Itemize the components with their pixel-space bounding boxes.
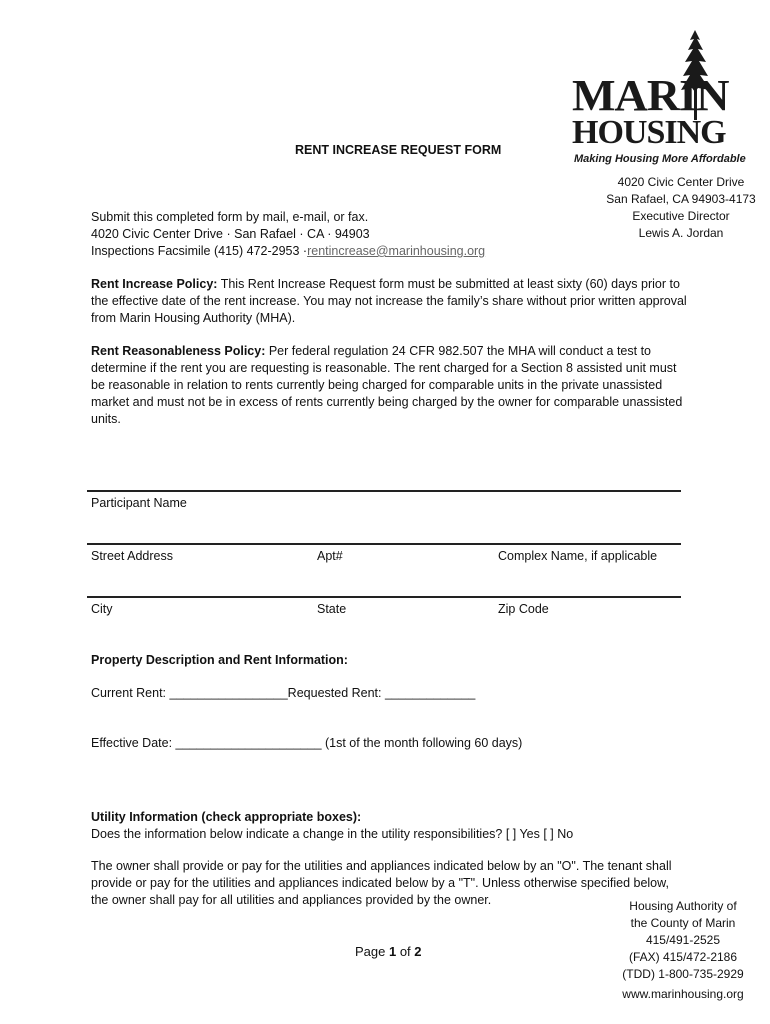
office-address (596, 174, 766, 242)
city-label: City (91, 602, 113, 616)
effective-date-field: Effective Date: _____________________ (1st of the month following 60 days) (91, 736, 523, 750)
street-address-label: Street Address (91, 549, 173, 563)
submit-line: 4020 Civic Center Drive · San Rafael · CA · 94903 (91, 227, 370, 241)
submit-line (91, 243, 591, 260)
form-title: RENT INCREASE REQUEST FORM (295, 143, 502, 157)
field-rule (87, 543, 681, 545)
policy-heading: Rent Reasonableness Policy: (91, 344, 266, 358)
email-link[interactable]: rentincrease@marinhousing.org (307, 244, 486, 258)
logo-word-marin: MARIN (572, 71, 729, 120)
policy-body: This Rent Increase Request form must be submitted at least sixty (60) days prior to the effective date of the rent increase. You may not increase the family’s share without prior written approval from Marin Housing Authority (MHA). (91, 277, 687, 325)
housing-authority-contact (598, 898, 768, 983)
submit-line: Submit this completed form by mail, e-mail, or fax. (91, 210, 369, 224)
logo-word-housing: HOUSING (572, 114, 726, 151)
utility-body: The owner shall provide or pay for the utilities and appliances indicated below by an "O". The tenant shall provide or pay for the utilities and appliances indicated below by a "T". Unless otherwise specified below, the owner shall pay for all utilities and appliances provided by the owner. (91, 859, 672, 907)
utility-heading: Utility Information (check appropriate boxes): (91, 810, 362, 824)
submit-instructions (91, 209, 591, 260)
rent-fields: Current Rent: _________________Requested Rent: _____________ (91, 686, 476, 700)
rent-reasonableness-policy (91, 343, 691, 428)
contact-line: (TDD) 1-800-735-2929 (622, 967, 744, 981)
field-rule (87, 490, 681, 492)
contact-line: 415/491-2525 (645, 933, 721, 947)
state-label: State (317, 602, 347, 616)
contact-line: the County of Marin (630, 916, 736, 930)
policy-body: Per federal regulation 24 CFR 982.507 the MHA will conduct a test to determine if the rent you are requesting is reasonable. The rent charged for a Section 8 assisted unit must be reasonable in relation to rents currently being charged for comparable units in the private unassisted market and must not be in excess of rents currently being charged by the owner for comparable unassisted units. (91, 344, 683, 426)
participant-name-label: Participant Name (91, 496, 187, 510)
complex-name-label: Complex Name, if applicable (498, 549, 658, 563)
zip-code-label: Zip Code (498, 602, 549, 616)
website-link[interactable]: www.marinhousing.org (622, 987, 744, 1001)
page-total: 2 (414, 944, 422, 959)
contact-line: (FAX) 415/472-2186 (628, 950, 738, 964)
logo-tagline: Making Housing More Affordable (574, 153, 746, 165)
rent-increase-policy (91, 276, 691, 327)
address-line: 4020 Civic Center Drive (617, 175, 745, 189)
policy-heading: Rent Increase Policy: (91, 277, 218, 291)
marin-housing-logo (572, 30, 752, 170)
page-number (355, 944, 422, 959)
contact-line: Housing Authority of (629, 899, 737, 913)
property-heading: Property Description and Rent Information: (91, 653, 348, 667)
address-line: Executive Director (632, 209, 730, 223)
page-current: 1 (388, 944, 397, 959)
page-prefix: Page (355, 944, 389, 959)
utility-question: Does the information below indicate a change in the utility responsibilities? [ ] Yes [ ] No (91, 827, 574, 841)
fax-text: Inspections Facsimile (415) 472-2953 · (91, 244, 308, 258)
apt-label: Apt# (317, 549, 343, 563)
address-line: San Rafael, CA 94903-4173 (606, 192, 756, 206)
address-line: Lewis A. Jordan (638, 226, 724, 240)
field-rule (87, 596, 681, 598)
page-mid: of (396, 944, 415, 959)
